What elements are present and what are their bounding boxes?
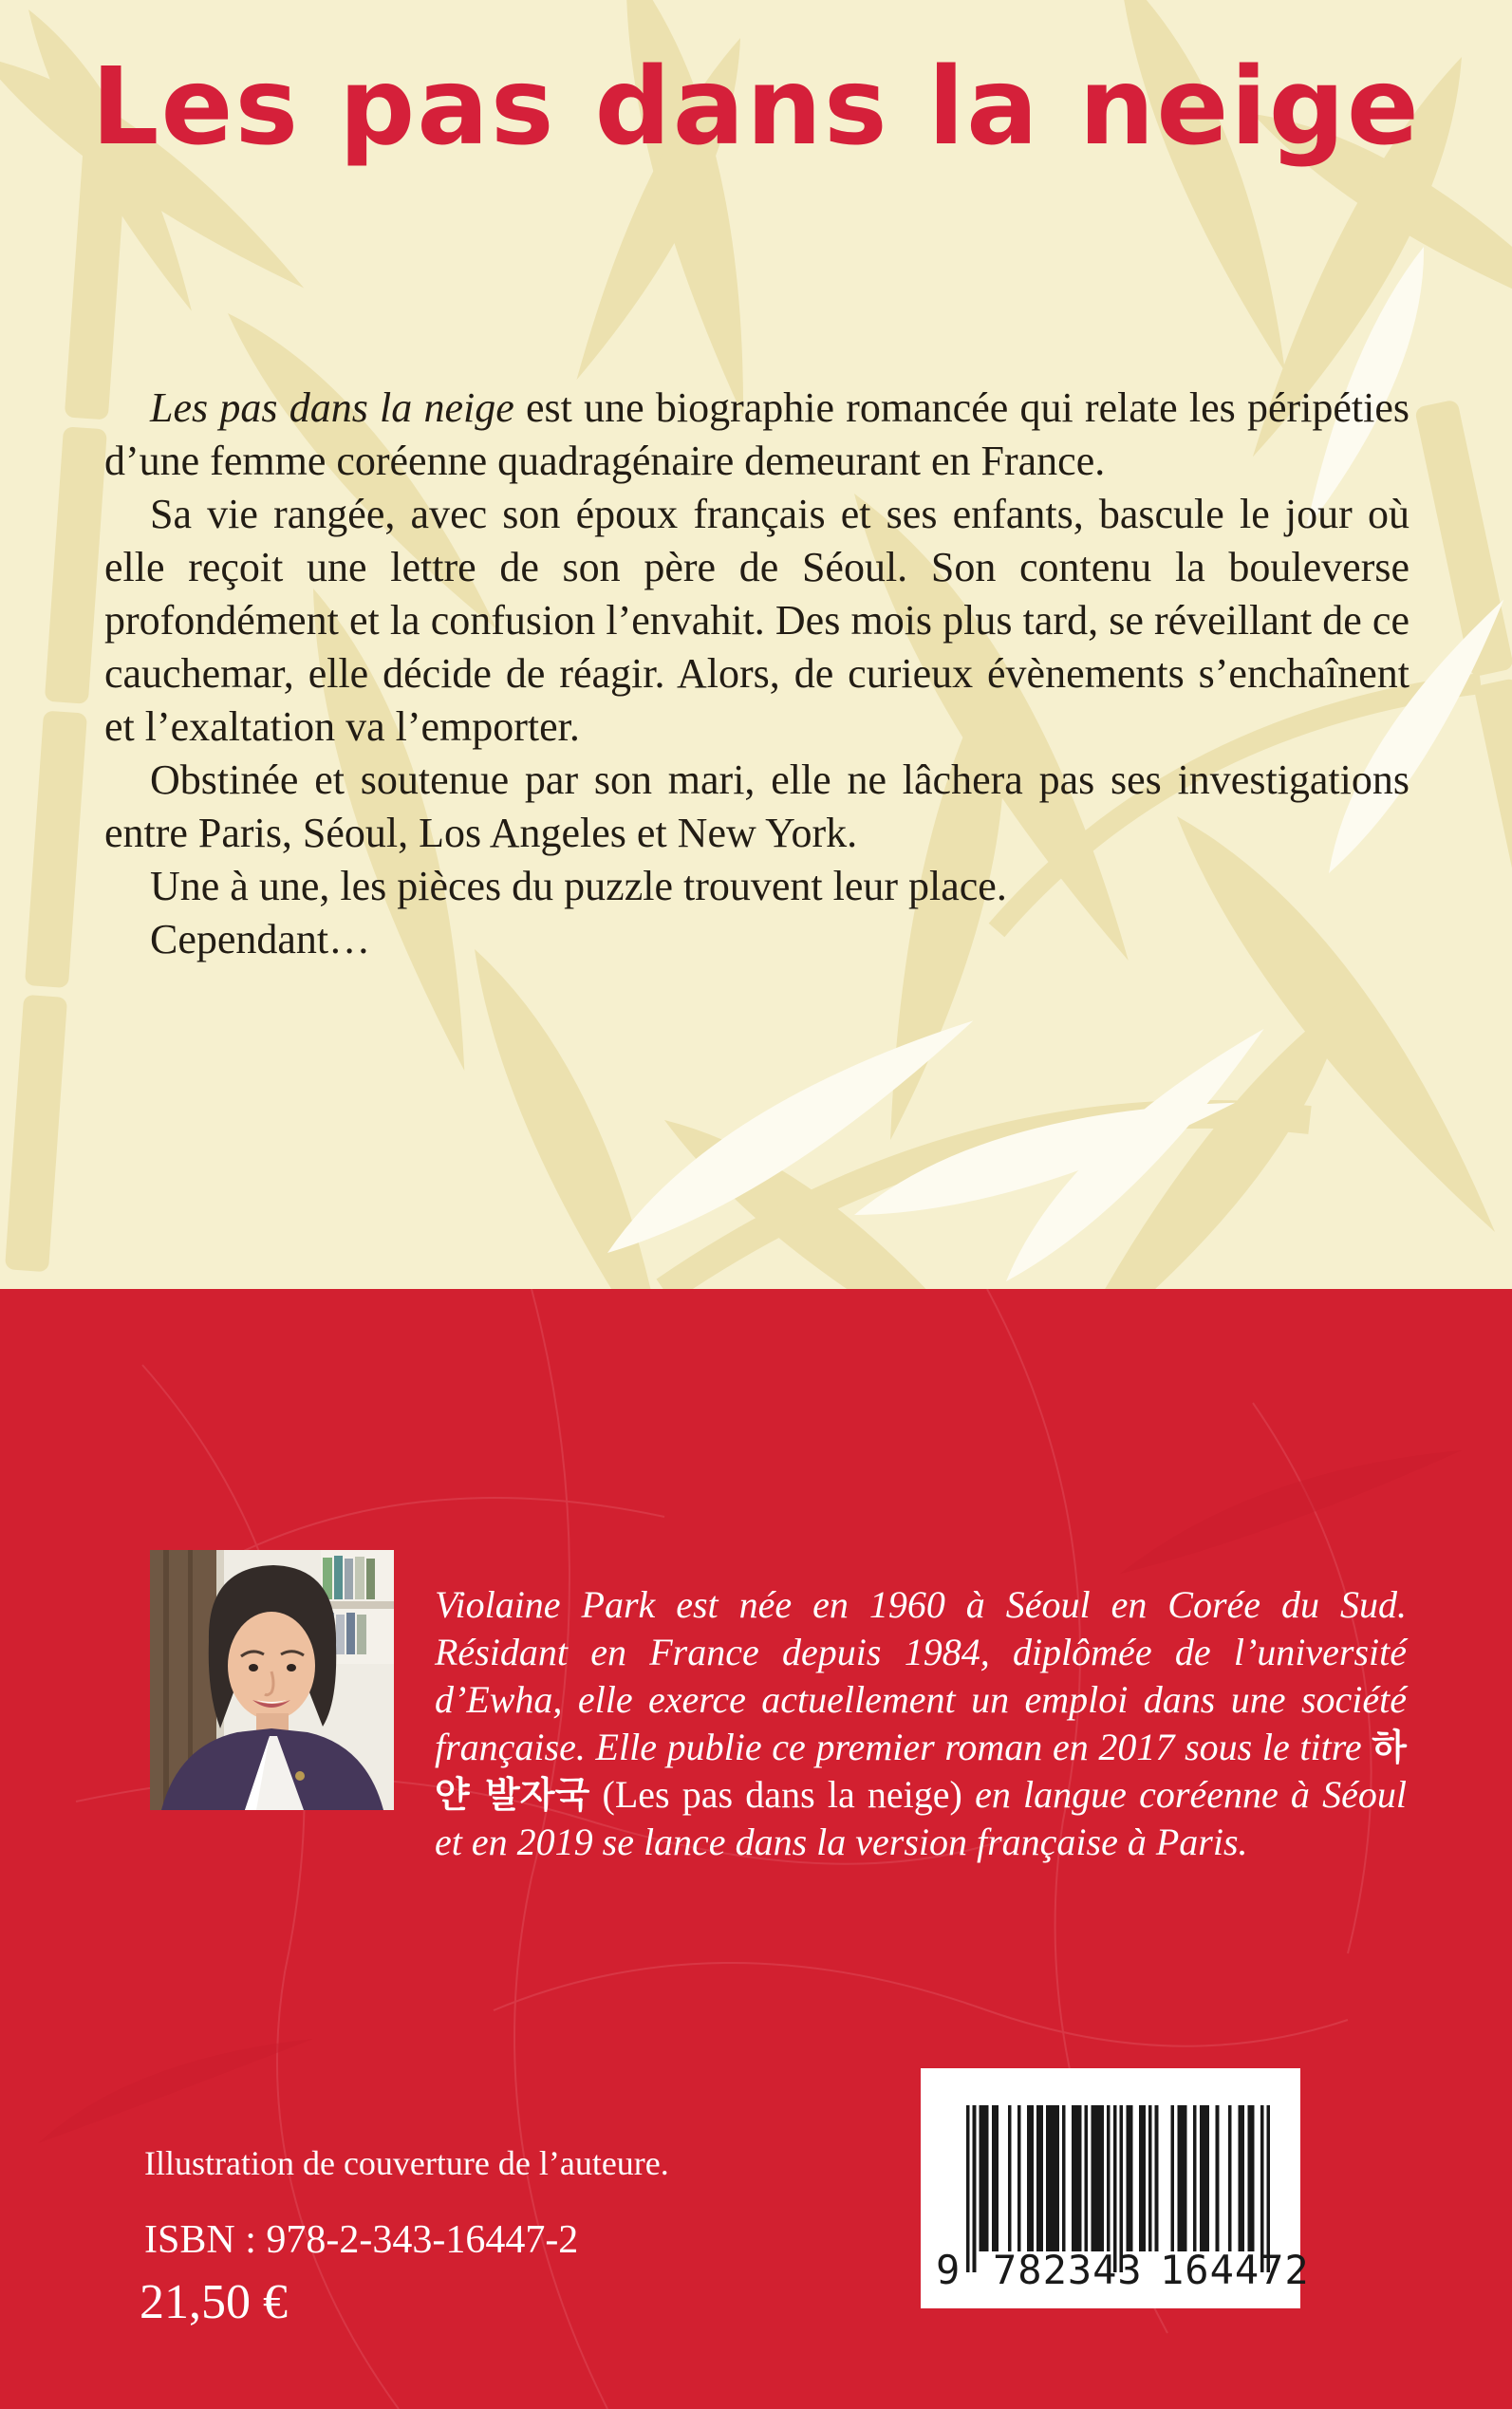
synopsis-paragraph-3: Obstinée et soutenue par son mari, elle ne lâchera pas ses investigations entre Paris, Séoul, Los Angeles et New York. [104, 756, 1409, 856]
author-portrait-illustration [150, 1550, 394, 1810]
bio-text-2: en langue coréenne à Séoul et en 2019 se lance dans la version française à Paris. [435, 1773, 1407, 1863]
price-text: 21,50 € [140, 2275, 288, 2329]
synopsis-paragraph-4: Une à une, les pièces du puzzle trouvent leur place. [150, 863, 1007, 909]
author-bio [435, 1581, 1407, 1866]
book-title: Les pas dans la neige [91, 46, 1421, 169]
synopsis [104, 382, 1409, 966]
author-photo [150, 1550, 394, 1810]
bio-title-parenthetical: (Les pas dans la neige) [589, 1773, 976, 1816]
inline-book-title: Les pas dans la neige [150, 384, 514, 431]
red-section [0, 1289, 1512, 2409]
synopsis-paragraph-2: Sa vie rangée, avec son époux français et ses enfants, bascule le jour où elle reçoit une lettre de son père de Séoul. Son contenu la bouleverse profondément et la confusion l’envahit. Des mois plus tard, se réveillant de ce cauchemar, elle décide de réagir. Alors, de curieux évènements s’enchaînent et l’exaltation va l’emporter. [104, 491, 1409, 750]
isbn-text: ISBN : 978-2-343-16447-2 [144, 2218, 579, 2262]
cover-credit: Illustration de couverture de l’auteure. [144, 2144, 669, 2182]
bio-text-1: Violaine Park est née en 1960 à Séoul en Corée du Sud. Résidant en France depuis 1984, diplômée de l’université d’Ewha, elle exerce actuellement un emploi dans une société française. Elle publie ce premier roman en 2017 sous le titre [435, 1583, 1407, 1768]
barcode-box [921, 2068, 1310, 2308]
barcode-digits-left: 782343 [993, 2247, 1143, 2293]
synopsis-paragraph-1 [104, 382, 1409, 488]
barcode-digit-first: 9 [936, 2247, 961, 2293]
korean-title: 하얀 발자국 [435, 1727, 1407, 1816]
synopsis-paragraph-5: Cependant… [150, 916, 371, 962]
synopsis-paragraph-1-text: est une biographie romancée qui relate les péripéties d’une femme coréenne quadragénaire demeurant en France. [104, 384, 1409, 484]
barcode-digits-right: 164472 [1160, 2247, 1310, 2293]
